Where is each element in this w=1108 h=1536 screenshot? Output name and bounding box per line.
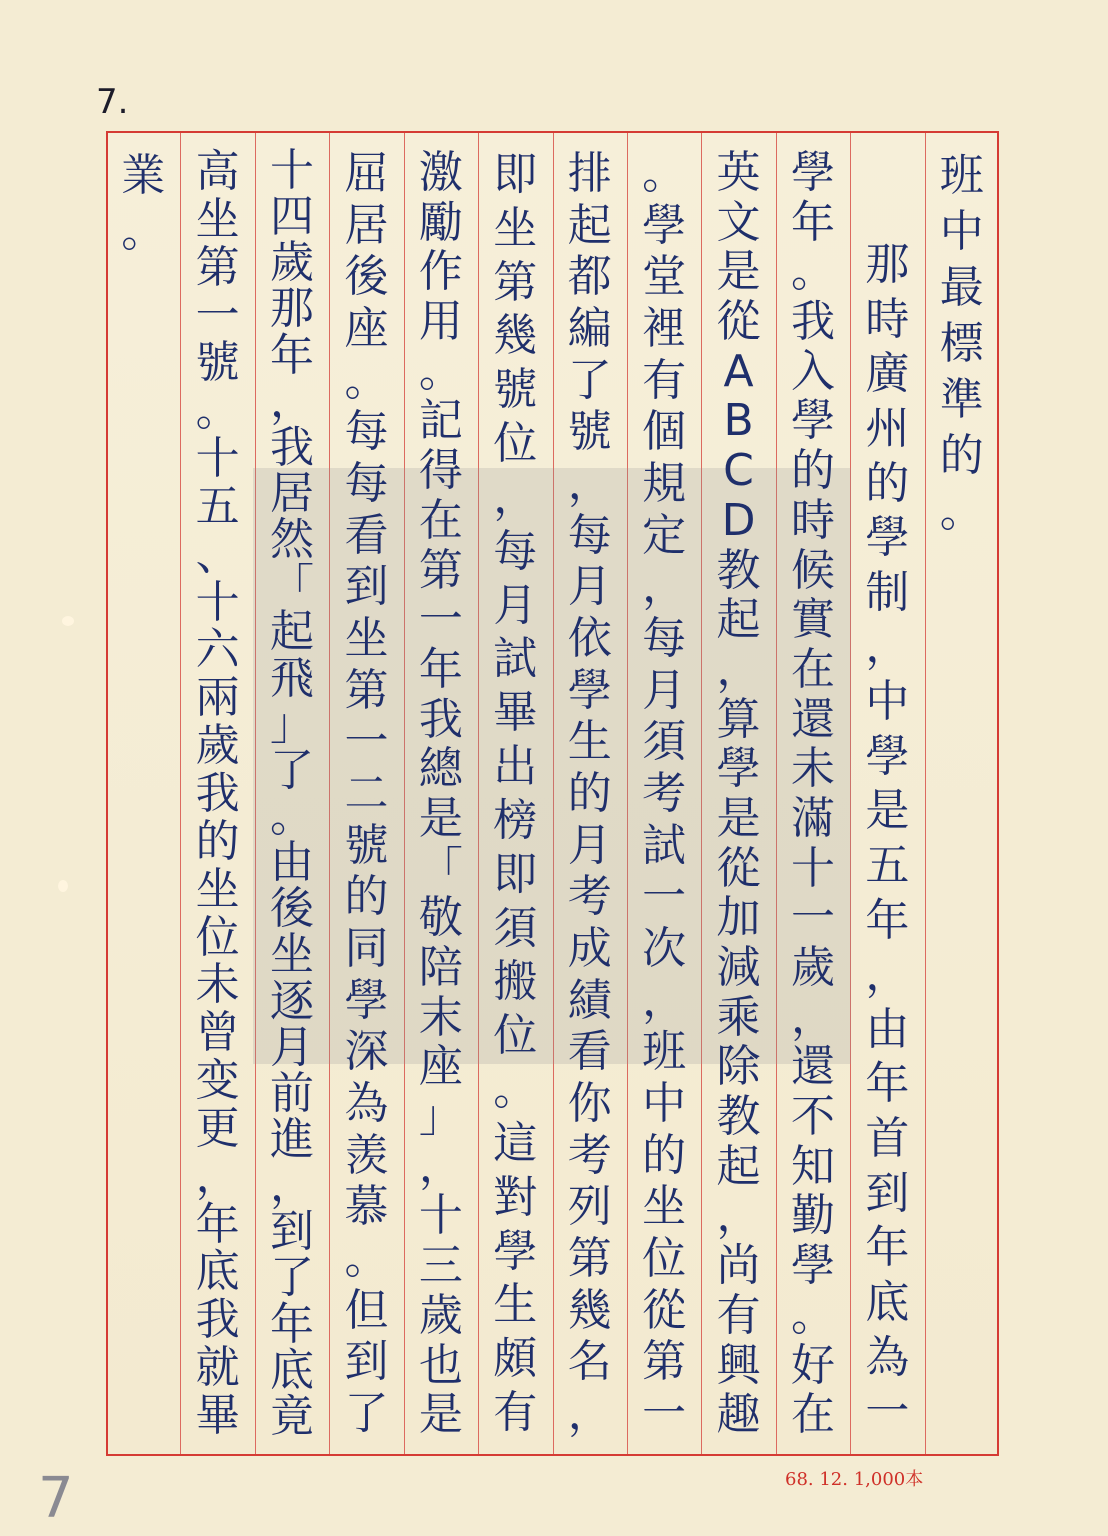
handwritten-char: 」 bbox=[418, 1091, 463, 1143]
handwritten-char: 敬 bbox=[418, 892, 463, 944]
handwritten-char: 加 bbox=[716, 892, 761, 944]
handwritten-char: 未 bbox=[790, 743, 835, 795]
handwritten-char: 次 bbox=[642, 923, 687, 975]
handwritten-char: 歲 bbox=[418, 1289, 463, 1341]
text-column bbox=[478, 148, 552, 1440]
handwritten-char: 文 bbox=[716, 196, 761, 248]
handwritten-char: 績 bbox=[567, 974, 612, 1026]
handwritten-char: 不 bbox=[790, 1091, 835, 1143]
handwritten-char: 班 bbox=[939, 150, 984, 201]
handwritten-char: 位 bbox=[195, 911, 240, 963]
handwritten-char: 榜 bbox=[493, 794, 538, 846]
text-column bbox=[106, 148, 180, 260]
handwritten-char: 未 bbox=[195, 959, 240, 1011]
handwritten-char: 歲 bbox=[195, 720, 240, 772]
handwritten-char: 月 bbox=[270, 1021, 315, 1073]
handwritten-char: 我 bbox=[195, 1294, 240, 1346]
handwritten-char: 時 bbox=[790, 494, 835, 546]
handwritten-char: 年 bbox=[865, 1222, 910, 1274]
handwritten-char: 班 bbox=[642, 1026, 687, 1078]
handwritten-char: 」 bbox=[270, 698, 315, 750]
handwritten-char: 還 bbox=[790, 1041, 835, 1093]
handwritten-char: 就 bbox=[195, 1342, 240, 1394]
handwritten-char: ， bbox=[716, 643, 761, 695]
handwritten-char: 是 bbox=[865, 785, 910, 837]
handwritten-char: 中 bbox=[939, 206, 984, 257]
handwritten-char: 學 bbox=[865, 512, 910, 564]
handwritten-char: 。 bbox=[790, 246, 835, 298]
handwritten-char: 我 bbox=[418, 693, 463, 745]
handwritten-char: 的 bbox=[642, 1129, 687, 1181]
text-column bbox=[404, 148, 478, 1440]
handwritten-char: 六 bbox=[195, 624, 240, 676]
handwritten-char: 除 bbox=[716, 1041, 761, 1093]
handwritten-char: 月 bbox=[567, 561, 612, 613]
paper-speck bbox=[58, 880, 68, 892]
handwritten-char: 學 bbox=[642, 199, 687, 251]
handwritten-char: 的 bbox=[939, 430, 984, 481]
handwritten-char: 列 bbox=[567, 1181, 612, 1233]
handwritten-char: 英 bbox=[716, 147, 761, 198]
handwritten-char: 這 bbox=[493, 1117, 538, 1169]
handwritten-char: 坐 bbox=[493, 202, 538, 254]
handwritten-char: 生 bbox=[493, 1279, 538, 1331]
handwritten-char: 到 bbox=[344, 1336, 389, 1388]
handwritten-char: 一 bbox=[865, 1386, 910, 1438]
handwritten-char: 畢 bbox=[493, 687, 538, 739]
handwritten-char: 中 bbox=[642, 1078, 687, 1130]
handwritten-char: ， bbox=[642, 974, 687, 1026]
handwritten-char: 編 bbox=[567, 303, 612, 355]
handwritten-char: 名 bbox=[567, 1336, 612, 1388]
handwritten-char: 前 bbox=[270, 1067, 315, 1119]
handwritten-char: 學 bbox=[344, 974, 389, 1026]
handwritten-char: 試 bbox=[642, 819, 687, 871]
handwritten-char: 為 bbox=[865, 1331, 910, 1383]
handwritten-char: ， bbox=[418, 1140, 463, 1192]
handwritten-char: 一 bbox=[418, 594, 463, 646]
handwritten-char: 興 bbox=[716, 1339, 761, 1391]
handwritten-char: ， bbox=[716, 1190, 761, 1242]
handwritten-char: A bbox=[723, 345, 754, 397]
handwritten-char: 年 bbox=[195, 1198, 240, 1250]
handwritten-char: 教 bbox=[716, 1091, 761, 1143]
handwritten-char: 。 bbox=[939, 486, 984, 537]
handwritten-char: 第 bbox=[195, 241, 240, 293]
handwritten-char: 趣 bbox=[716, 1389, 761, 1441]
handwritten-char: 屈 bbox=[344, 148, 389, 199]
text-column bbox=[329, 148, 403, 1440]
handwritten-char: 後 bbox=[270, 883, 315, 935]
handwritten-char: 的 bbox=[567, 768, 612, 820]
handwritten-char: 廣 bbox=[865, 348, 910, 400]
handwritten-char: 試 bbox=[493, 633, 538, 685]
handwritten-char: 兩 bbox=[195, 672, 240, 724]
handwritten-char: D bbox=[721, 494, 756, 546]
handwritten-char: 學 bbox=[567, 664, 612, 716]
handwritten-char: 在 bbox=[418, 494, 463, 546]
handwritten-char: 每 bbox=[567, 509, 612, 561]
handwritten-char: 好 bbox=[790, 1339, 835, 1391]
handwritten-char: 第 bbox=[567, 1233, 612, 1285]
handwritten-char: 十 bbox=[195, 433, 240, 485]
handwritten-char: 羡 bbox=[344, 1129, 389, 1181]
handwritten-char: 有 bbox=[493, 1387, 538, 1439]
handwritten-char: 。 bbox=[418, 345, 463, 397]
handwritten-char: 年 bbox=[865, 1058, 910, 1110]
handwritten-char: 畢 bbox=[195, 1389, 240, 1441]
handwritten-char: 是 bbox=[418, 792, 463, 844]
handwritten-char: 月 bbox=[567, 819, 612, 871]
handwritten-char: 年 bbox=[865, 894, 910, 946]
handwritten-char: 號 bbox=[344, 819, 389, 871]
handwritten-char: 標 bbox=[939, 318, 984, 369]
handwritten-char: 的 bbox=[195, 815, 240, 867]
text-column bbox=[776, 148, 850, 1440]
handwritten-char: 到 bbox=[865, 1167, 910, 1219]
text-column bbox=[850, 238, 924, 1440]
print-run-note: 68. 12. 1,000本 bbox=[785, 1469, 924, 1490]
handwritten-char: 入 bbox=[790, 345, 835, 397]
handwritten-char: 滿 bbox=[790, 792, 835, 844]
handwritten-char: 依 bbox=[567, 613, 612, 665]
handwritten-char: ， bbox=[865, 621, 910, 673]
handwritten-char: 但 bbox=[344, 1284, 389, 1336]
handwritten-char: 一 bbox=[642, 871, 687, 923]
handwritten-char: ， bbox=[493, 471, 538, 523]
paper-speck bbox=[62, 616, 74, 626]
handwritten-char: 業 bbox=[121, 150, 166, 201]
handwritten-char: 竟 bbox=[270, 1390, 315, 1442]
handwritten-char: 即 bbox=[493, 848, 538, 900]
handwritten-char: 十 bbox=[418, 1190, 463, 1242]
handwritten-char: 進 bbox=[270, 1113, 315, 1165]
handwritten-char: 候 bbox=[790, 544, 835, 596]
handwritten-char: 十 bbox=[195, 576, 240, 628]
handwritten-char: 了 bbox=[567, 354, 612, 406]
handwritten-char: 然 bbox=[270, 514, 315, 566]
handwritten-char: 是 bbox=[716, 792, 761, 844]
text-column bbox=[553, 148, 627, 1440]
handwritten-char: 位 bbox=[493, 418, 538, 470]
handwritten-char: 幾 bbox=[567, 1284, 612, 1336]
handwritten-char: 到 bbox=[344, 561, 389, 613]
text-column bbox=[702, 148, 776, 1440]
handwritten-char: 年 bbox=[270, 329, 315, 381]
handwritten-char: 慕 bbox=[344, 1181, 389, 1233]
handwritten-char: 三 bbox=[418, 1240, 463, 1292]
handwritten-char: 在 bbox=[790, 1389, 835, 1441]
handwritten-char: 知 bbox=[790, 1140, 835, 1192]
handwritten-char: 每 bbox=[344, 458, 389, 510]
handwritten-char: 。 bbox=[121, 206, 166, 257]
handwritten-char: C bbox=[723, 445, 754, 497]
handwritten-char: 中 bbox=[865, 676, 910, 727]
handwritten-char: 生 bbox=[567, 716, 612, 768]
text-column bbox=[181, 148, 255, 1440]
handwritten-char: 第 bbox=[642, 1336, 687, 1388]
text-column bbox=[627, 148, 701, 1440]
handwritten-char: 規 bbox=[642, 458, 687, 510]
handwritten-char: 學 bbox=[493, 1225, 538, 1277]
handwritten-char: 學 bbox=[790, 395, 835, 447]
handwritten-char: 十 bbox=[270, 145, 315, 196]
page-number: 7. bbox=[96, 82, 129, 122]
handwritten-char: 每 bbox=[344, 406, 389, 458]
handwritten-char: 了 bbox=[344, 1388, 389, 1440]
handwritten-char: 坐 bbox=[195, 863, 240, 915]
handwritten-char: 了 bbox=[270, 744, 315, 796]
handwritten-char: ， bbox=[270, 375, 315, 427]
handwritten-char: 學 bbox=[790, 1240, 835, 1292]
handwritten-char: 五 bbox=[195, 480, 240, 532]
handwritten-char: 搬 bbox=[493, 956, 538, 1008]
handwritten-char: 座 bbox=[418, 1041, 463, 1093]
handwritten-char: 從 bbox=[716, 296, 761, 348]
handwritten-char: 坐 bbox=[195, 193, 240, 245]
handwritten-char: 考 bbox=[567, 871, 612, 923]
handwritten-char: 月 bbox=[642, 664, 687, 716]
handwritten-char: 第 bbox=[344, 664, 389, 716]
handwritten-char: 勤 bbox=[790, 1190, 835, 1242]
handwritten-char: 坐 bbox=[344, 613, 389, 665]
handwritten-char: 「 bbox=[418, 842, 463, 894]
handwritten-char: 有 bbox=[716, 1289, 761, 1341]
handwritten-char: 在 bbox=[790, 643, 835, 695]
handwritten-char: 歲 bbox=[790, 942, 835, 993]
handwritten-char: 首 bbox=[865, 1113, 910, 1164]
handwritten-char: 看 bbox=[344, 509, 389, 561]
handwritten-char: 年 bbox=[790, 196, 835, 248]
handwritten-char: 的 bbox=[865, 457, 910, 509]
handwritten-char: 激 bbox=[418, 147, 463, 198]
handwritten-char: 幾 bbox=[493, 310, 538, 362]
handwritten-char: 須 bbox=[493, 902, 538, 954]
handwritten-char: 五 bbox=[865, 839, 910, 891]
handwritten-char: 同 bbox=[344, 923, 389, 975]
handwritten-char: 起 bbox=[716, 1140, 761, 1192]
handwritten-char: 都 bbox=[567, 251, 612, 303]
handwritten-char: 是 bbox=[418, 1389, 463, 1441]
handwritten-char: 曾 bbox=[195, 1007, 240, 1059]
handwritten-char: 最 bbox=[939, 262, 984, 313]
handwritten-char: ， bbox=[642, 561, 687, 613]
handwritten-char: 月 bbox=[493, 579, 538, 631]
handwritten-char: 起 bbox=[567, 199, 612, 251]
handwritten-char: 变 bbox=[195, 1055, 240, 1107]
handwritten-char: 。 bbox=[790, 1289, 835, 1341]
handwritten-char: 年 bbox=[270, 1298, 315, 1350]
handwritten-char: 的 bbox=[344, 871, 389, 923]
handwritten-char: 四 bbox=[270, 191, 315, 243]
handwritten-char: 乘 bbox=[716, 991, 761, 1043]
handwritten-char: 記 bbox=[418, 395, 463, 447]
handwritten-char: 排 bbox=[567, 148, 612, 199]
handwritten-char: 用 bbox=[418, 296, 463, 348]
handwritten-char: 坐 bbox=[642, 1181, 687, 1233]
handwritten-char: 尚 bbox=[716, 1240, 761, 1292]
handwritten-char: 陪 bbox=[418, 942, 463, 993]
handwritten-char: 裡 bbox=[642, 303, 687, 355]
handwritten-char: 學 bbox=[790, 147, 835, 198]
handwritten-char: B bbox=[723, 395, 754, 447]
handwritten-char: 十 bbox=[790, 842, 835, 894]
handwritten-char: ， bbox=[865, 949, 910, 1001]
handwritten-char: 是 bbox=[716, 246, 761, 298]
text-column bbox=[925, 148, 999, 540]
handwritten-char: 深 bbox=[344, 1026, 389, 1078]
handwritten-char: 考 bbox=[642, 768, 687, 820]
handwritten-char: 勵 bbox=[418, 196, 463, 248]
handwritten-char: 那 bbox=[270, 283, 315, 335]
handwritten-char: 減 bbox=[716, 942, 761, 993]
handwritten-char: 起 bbox=[716, 594, 761, 646]
handwritten-char: ， bbox=[567, 458, 612, 510]
handwritten-char: 學 bbox=[716, 743, 761, 795]
handwritten-char: 定 bbox=[642, 509, 687, 561]
handwritten-char: 學 bbox=[865, 730, 910, 782]
handwritten-char: 那 bbox=[865, 239, 910, 290]
handwritten-char: ， bbox=[270, 1160, 315, 1212]
handwritten-char: 。 bbox=[642, 148, 687, 199]
handwritten-char: 一 bbox=[344, 716, 389, 768]
handwritten-char: 個 bbox=[642, 406, 687, 458]
handwritten-char: 一 bbox=[642, 1388, 687, 1440]
handwritten-char: 州 bbox=[865, 402, 910, 454]
handwritten-char: 堂 bbox=[642, 251, 687, 303]
handwritten-char: 每 bbox=[493, 525, 538, 577]
handwritten-char: 須 bbox=[642, 716, 687, 768]
handwritten-char: 還 bbox=[790, 693, 835, 745]
handwritten-char: 你 bbox=[567, 1078, 612, 1130]
handwritten-char: 。 bbox=[270, 790, 315, 842]
handwritten-char: 對 bbox=[493, 1171, 538, 1223]
handwritten-char: 起 bbox=[270, 606, 315, 658]
handwritten-char: 也 bbox=[418, 1339, 463, 1391]
handwritten-char: 為 bbox=[344, 1078, 389, 1130]
handwritten-char: 到 bbox=[270, 1206, 315, 1258]
handwritten-char: 我 bbox=[195, 767, 240, 819]
handwritten-char: 即 bbox=[493, 149, 538, 200]
handwritten-char: 有 bbox=[642, 354, 687, 406]
handwritten-char: 歲 bbox=[270, 237, 315, 289]
handwritten-char: 號 bbox=[493, 364, 538, 416]
handwritten-char: ， bbox=[567, 1388, 612, 1440]
handwritten-char: 底 bbox=[270, 1344, 315, 1396]
handwritten-char: ， bbox=[195, 1150, 240, 1202]
handwritten-char: 底 bbox=[865, 1276, 910, 1328]
handwritten-char: 算 bbox=[716, 693, 761, 745]
handwritten-char: 總 bbox=[418, 743, 463, 795]
handwritten-char: 從 bbox=[642, 1284, 687, 1336]
handwritten-char: 、 bbox=[195, 528, 240, 580]
handwritten-char: 。 bbox=[344, 1233, 389, 1285]
handwritten-char: 實 bbox=[790, 594, 835, 646]
handwritten-char: 考 bbox=[567, 1129, 612, 1181]
handwritten-char: 出 bbox=[493, 741, 538, 793]
handwritten-char: 制 bbox=[865, 566, 910, 618]
handwritten-char: 的 bbox=[790, 445, 835, 497]
handwritten-char: 從 bbox=[716, 842, 761, 894]
handwritten-char: 末 bbox=[418, 991, 463, 1043]
handwritten-char: 居 bbox=[270, 467, 315, 519]
handwritten-char: 位 bbox=[493, 1010, 538, 1062]
handwritten-char: 二 bbox=[344, 768, 389, 820]
handwritten-char: 我 bbox=[270, 421, 315, 473]
handwritten-char: 。 bbox=[195, 385, 240, 437]
handwritten-char: 一 bbox=[195, 289, 240, 341]
handwritten-char: 由 bbox=[270, 837, 315, 889]
handwritten-char: 坐 bbox=[270, 929, 315, 981]
handwritten-char: 我 bbox=[790, 296, 835, 348]
handwritten-char: 教 bbox=[716, 544, 761, 596]
handwritten-char: 成 bbox=[567, 923, 612, 975]
handwritten-char: 號 bbox=[195, 337, 240, 389]
handwritten-char: 每 bbox=[642, 613, 687, 665]
handwritten-char: ， bbox=[790, 991, 835, 1043]
handwritten-char: 了 bbox=[270, 1252, 315, 1304]
handwritten-char: 由 bbox=[865, 1003, 910, 1055]
handwritten-char: 底 bbox=[195, 1246, 240, 1298]
handwritten-char: 第 bbox=[418, 544, 463, 596]
handwritten-char: 號 bbox=[567, 406, 612, 458]
handwritten-char: 作 bbox=[418, 246, 463, 298]
handwritten-char: 。 bbox=[493, 1064, 538, 1116]
handwritten-char: 座 bbox=[344, 303, 389, 355]
handwritten-char: 「 bbox=[270, 560, 315, 612]
handwritten-char: 得 bbox=[418, 445, 463, 497]
handwritten-char: 更 bbox=[195, 1102, 240, 1154]
handwritten-char: 時 bbox=[865, 293, 910, 345]
text-column bbox=[255, 145, 329, 1442]
handwritten-char: 後 bbox=[344, 251, 389, 303]
handwritten-char: 年 bbox=[418, 643, 463, 695]
handwritten-char: 位 bbox=[642, 1233, 687, 1285]
handwritten-char: 一 bbox=[790, 892, 835, 944]
handwritten-char: 準 bbox=[939, 374, 984, 425]
handwritten-char: 居 bbox=[344, 199, 389, 251]
handwritten-char: 看 bbox=[567, 1026, 612, 1078]
handwritten-char: 。 bbox=[344, 354, 389, 406]
handwritten-char: 高 bbox=[195, 146, 240, 197]
handwritten-char: 頗 bbox=[493, 1333, 538, 1385]
pencil-page-number: 7 bbox=[38, 1466, 74, 1531]
handwritten-char: 第 bbox=[493, 256, 538, 308]
handwritten-char: 逐 bbox=[270, 975, 315, 1027]
handwritten-char: 飛 bbox=[270, 652, 315, 704]
